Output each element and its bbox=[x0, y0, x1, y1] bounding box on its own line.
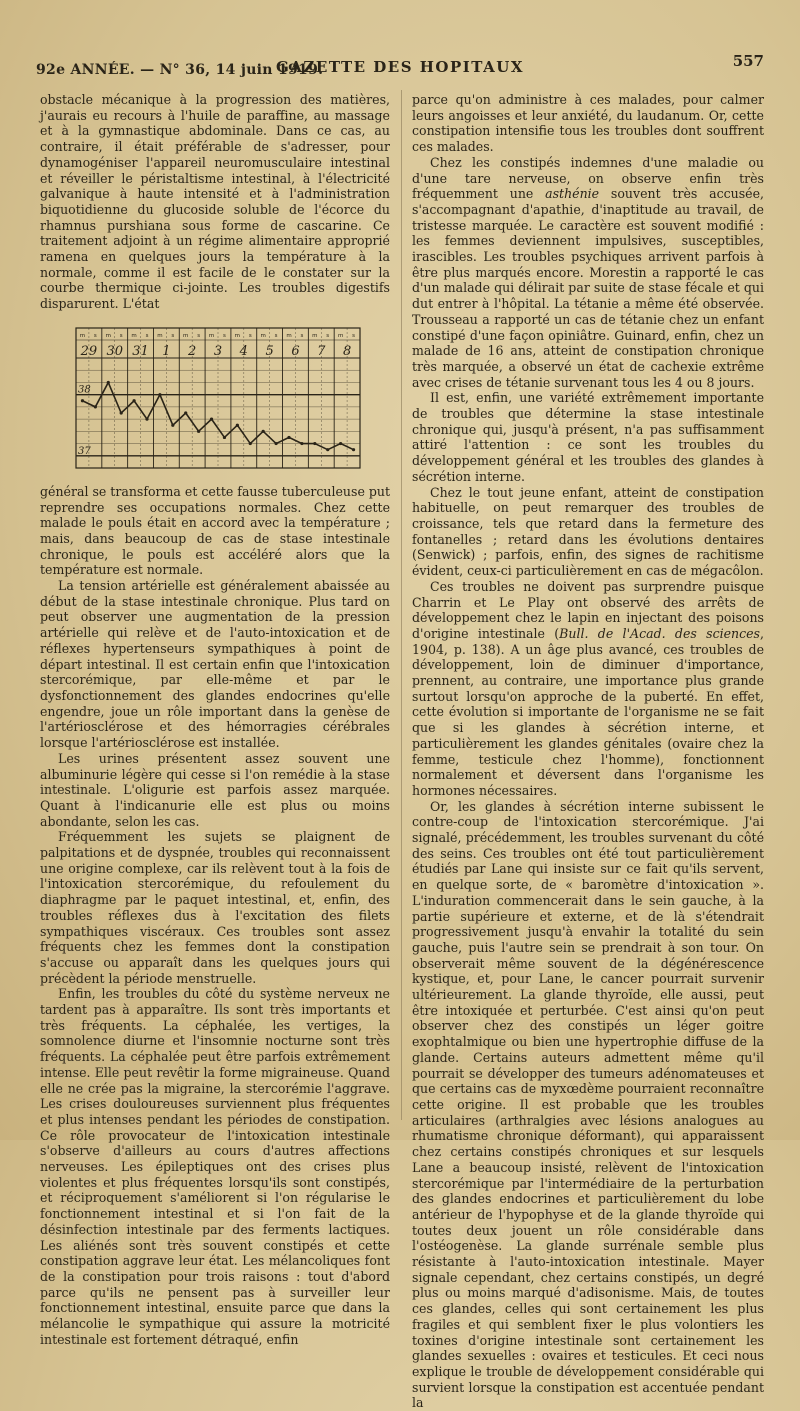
chart-sublabel: m bbox=[286, 332, 292, 339]
temperature-chart-svg bbox=[64, 324, 364, 472]
temperature-chart bbox=[64, 324, 364, 472]
chart-sublabel: m bbox=[157, 332, 163, 339]
chart-day-label: 5 bbox=[265, 343, 274, 359]
chart-sublabel: s bbox=[326, 332, 330, 339]
chart-point bbox=[132, 399, 135, 402]
paragraph: Chez le tout jeune enfant, atteint de constipation habituelle, on peut remarquer des troubles de croissance, tels que retard dans la fermeture des fontanelles ; retard dans les évolutions dentaires (Senwick) ; parfois, enfin, des signes de rachitisme évident, ceux-ci particulièrement en cas de mégacôlon. bbox=[412, 484, 764, 579]
chart-sublabel: m bbox=[234, 332, 241, 339]
chart-sublabel: m bbox=[131, 332, 137, 339]
chart-sublabel: s bbox=[93, 332, 97, 339]
chart-sublabel: m bbox=[260, 332, 266, 339]
page-header bbox=[36, 52, 764, 82]
chart-sublabel: s bbox=[300, 332, 304, 339]
chart-sublabel: s bbox=[197, 332, 201, 339]
chart-sublabel: s bbox=[248, 332, 252, 339]
left-column bbox=[40, 92, 390, 1348]
text-run: , 1904, p. 138). A un âge plus avancé, ces troubles de développement, loin de diminuer d'importance, prennent, au contraire, une importance plus grande surtout lorsqu'on approche de la puberté. En effet, cette évolution si importante de l'organisme ne se fait que si les glandes à sécrétion interne, et particulièrement les glandes génitales (ovaire chez la femme, testicule chez l'homme), fonctionnent normalement et déversent dans l'organisme les hormones nécessaires. bbox=[412, 625, 764, 798]
paragraph: général se transforma et cette fausse tuberculeuse put reprendre ses occupations normales. Chez cette malade le pouls était en accord avec la température ; mais, dans beaucoup de cas de stase intestinale chronique, le pouls est accéléré alors que la température est normale. bbox=[40, 483, 391, 578]
chart-point bbox=[81, 399, 84, 402]
chart-sublabel: m bbox=[183, 332, 189, 339]
paragraph: parce qu'on administre à ces malades, pour calmer leurs angoisses et leur anxiété, du laudanum. Or, cette constipation intensifie tous les troubles dont souffrent ces malades. bbox=[412, 92, 764, 155]
chart-day-label: 1 bbox=[162, 343, 171, 359]
chart-sublabel: s bbox=[171, 332, 175, 339]
chart-day-label: 3 bbox=[213, 343, 223, 359]
chart-sublabel: s bbox=[223, 332, 226, 339]
chart-point bbox=[158, 393, 161, 396]
chart-sublabel: m bbox=[337, 332, 344, 339]
chart-y-tick-label: 38 bbox=[78, 384, 91, 396]
chart-point bbox=[145, 417, 148, 420]
paragraph: Or, les glandes à sécrétion interne subissent le contre-coup de l'intoxication stercorémique. J'ai signalé, précédemment, les troubles survenant du côté des seins. Ces troubles ont été tout particulièrement étudiés par Lane qui insiste sur ce fait qu'ils servent, en quelque sorte, de « baromètre d'intoxication ». L'induration commencerait dans le sein gauche, à la partie supérieure et externe, et de là s'étendrait progressivement jusqu'à envahir la totalité du sein gauche, puis l'autre sein se prendrait à son tour. On observerait même souvent de la dégénérescence kystique, et, pour Lane, le cancer pourrait survenir ultérieurement. La glande thyroïde, elle aussi, peut être intoxiquée et perturbée. C'est ainsi qu'on peut observer chez des constipés un léger goitre exophtalmique ou bien une hypertrophie diffuse de la glande. Certains auteurs admettent même qu'il pourrait se développer des tumeurs adénomateuses et que certains cas de myxœdème pourraient reconnaître cette origine. Il est probable que les troubles articulaires (arthralgies avec lésions analogues au rhumatisme chronique déformant), qui apparaissent chez certains constipés chroniques et sur lesquels Lane a beaucoup insisté, relèvent de l'intoxication stercorémique par l'intermédiaire de la perturbation des glandes endocrines et particulièrement du lobe antérieur de l'hypophyse et de la glande thyroïde qui toutes deux jouent un rôle considérable dans l'ostéogenèse. La glande surrénale semble plus résistante à l'auto-intoxication intestinale. Mayer signale cependant, chez certains constipés, un degré plus ou moins marqué d'adisonisme. Mais, de toutes ces glandes, celles qui sont certainement les plus fragiles et qui semblent fixer le plus volontiers les toxines d'origine intestinale sont certainement les glandes sexuelles : ovaires et testicules. Et ceci nous explique le trouble de développement considérable qui survient lorsque la constipation est accentuée pendant la bbox=[412, 798, 764, 1411]
text-run: souvent très accusée, s'accompagnant d'apathie, d'inaptitude au travail, de tristesse marquée. Le caractère est souvent modifié : les femmes deviennent impulsives, susceptibles, irascibles. Les troubles psychiques arrivent parfois à être plus marqués encore. Morestin a rapporté le cas d'un malade qui délirait par suite de stase fécale et qui dut entrer à l'hôpital. La tétanie a même été observée. Trousseau a rapporté un cas de tétanie chez un enfant constipé d'une façon opiniâtre. Guinard, enfin, chez un malade de 16 ans, atteint de constipation chronique très marquée, a observé un état de cachexie extrême avec crises de tétanie survenant tous les 4 ou 8 jours. bbox=[412, 186, 764, 390]
chart-day-label: 6 bbox=[291, 343, 300, 359]
paragraph bbox=[412, 579, 764, 799]
chart-point bbox=[326, 448, 329, 451]
chart-point bbox=[171, 423, 174, 426]
chart-point bbox=[184, 411, 187, 414]
paragraph: obstacle mécanique à la progression des matières, j'aurais eu recours à l'huile de paraffine, au massage et à la gymnastique abdominale. Dans ce cas, au contraire, il était préférable de s'adresser, pour dynamogéniser l'appareil neuromusculaire intestinal et réveiller le péristaltisme intestinal, à l'électricité galvanique à haute intensité et à l'administration biquotidienne du glucoside soluble de l'écorce du rhamnus purshiana sous forme de cascarine. Ce traitement adjoint à un régime alimentaire approprié ramena en quelques jours la température à la normale, comme il est facile de le constater sur la courbe thermique ci-jointe. Les troubles digestifs disparurent. L'état bbox=[40, 92, 390, 312]
chart-sublabel: m bbox=[208, 332, 215, 339]
chart-day-label: 29 bbox=[80, 343, 98, 359]
text-run: Ces troubles ne doivent pas surprendre puisque Charrin et Le Play ont observé des arrêts de développement chez le lapin en injectant des poisons d'origine intestinale ( bbox=[412, 578, 764, 641]
paragraph: Il est, enfin, une variété extrêmement importante de troubles que détermine la stase intestinale chronique qui, jusqu'à présent, n'a pas suffisamment attiré l'attention : ce sont les troubles du développement général et les troubles des glandes à sécrétion interne. bbox=[412, 390, 764, 484]
chart-point bbox=[262, 430, 265, 433]
chart-sublabel: m bbox=[105, 332, 111, 339]
paragraph: Fréquemment les sujets se plaignent de palpitations et de dyspnée, troubles qui reconnaissent une origine complexe, car ils relèvent tout à la fois de l'intoxication stercorémique, du refoulement du diaphragme par le paquet intestinal, et, enfin, des troubles réflexes dus à l'excitation des filets sympathiques viscéraux. Ces troubles sont assez fréquents chez les femmes dont la constipation s'accuse ou apparaît dans les quelques jours qui précèdent la période menstruelle. bbox=[40, 829, 390, 986]
chart-day-label: 4 bbox=[239, 343, 248, 359]
chart-sublabel: s bbox=[119, 332, 123, 339]
italic-citation: Bull. de l'Acad. des sciences bbox=[559, 625, 760, 641]
issue-info: 92e ANNÉE. — N° 36, 14 juin 1919. bbox=[36, 62, 324, 78]
chart-day-label: 31 bbox=[132, 343, 149, 359]
chart-point bbox=[287, 436, 290, 439]
paragraph: La tension artérielle est généralement abaissée au début de la stase intestinale chronique. Plus tard on peut observer une augmentation de la pression artérielle qui relève et de l'auto-intoxication et de réflexes hypertenseurs sympathiques à point de départ intestinal. Il est certain enfin que l'intoxication stercorémique, par elle-même et par le dysfonctionnement des glandes endocrines qu'elle engendre, joue un rôle important dans la genèse de l'artériosclérose et des hémorragies cérébrales lorsque l'artériosclérose est installée. bbox=[40, 578, 390, 751]
chart-point bbox=[236, 423, 239, 426]
chart-point bbox=[352, 448, 355, 451]
right-column bbox=[412, 92, 764, 1411]
chart-point bbox=[223, 436, 226, 439]
page-number: 557 bbox=[732, 52, 764, 70]
chart-point bbox=[313, 442, 316, 445]
chart-point bbox=[94, 405, 97, 408]
chart-sublabel: s bbox=[274, 332, 278, 339]
chart-sublabel: m bbox=[312, 332, 318, 339]
chart-sublabel: s bbox=[352, 332, 355, 339]
chart-day-label: 2 bbox=[188, 343, 197, 359]
chart-point bbox=[107, 381, 110, 384]
chart-point bbox=[300, 442, 303, 445]
column-divider bbox=[401, 90, 402, 1120]
paragraph: Enfin, les troubles du côté du système nerveux ne tardent pas à apparaître. Ils sont très importants et très fréquents. La céphalée, les vertiges, la somnolence diurne et l'insomnie nocturne sont très fréquents. La céphalée peut être parfois extrêmement intense. Elle peut revêtir la forme migraineuse. Quand elle ne crée pas la migraine, la stercorémie l'aggrave. Les crises douloureuses surviennent plus fréquentes et plus intenses pendant les périodes de constipation. Ce rôle provocateur de l'intoxication intestinale s'observe d'ailleurs au cours d'autres affections nerveuses. Les épileptiques ont des crises plus violentes et plus fréquentes lorsqu'ils sont constipés, et réciproquement s'améliorent si l'on régularise le fonctionnement intestinal et si l'on fait de la désinfection intestinale par des ferments lactiques. Les aliénés sont très souvent constipés et cette constipation aggrave leur état. Les mélancoliques font de la constipation pour trois raisons : tout d'abord parce qu'ils ne pensent pas à surveiller leur fonctionnement intestinal, ensuite parce que dans la mélancolie le sympathique qui assure la motricité intestinale est fortement détraqué, enfin bbox=[40, 986, 390, 1347]
paragraph: Les urines présentent assez souvent une albuminurie légère qui cesse si l'on remédie à la stase intestinale. L'oligurie est parfois assez marquée. Quant à l'indicanurie elle est plus ou moins abondante, selon les cas. bbox=[40, 750, 390, 829]
paragraph bbox=[412, 155, 764, 391]
journal-title: GAZETTE DES HOPITAUX bbox=[275, 58, 524, 76]
chart-point bbox=[339, 442, 342, 445]
chart-day-label: 30 bbox=[106, 343, 124, 359]
chart-sublabel: s bbox=[145, 332, 149, 339]
chart-point bbox=[249, 442, 252, 445]
chart-point bbox=[210, 417, 213, 420]
chart-day-label: 7 bbox=[317, 343, 326, 359]
italic-term: asthénie bbox=[545, 186, 600, 202]
text-run: Chez les constipés indemnes d'une maladie ou d'une tare nerveuse, on observe enfin très fréquemment une bbox=[412, 154, 764, 202]
chart-point bbox=[274, 442, 277, 445]
chart-point bbox=[120, 411, 123, 414]
chart-sublabel: m bbox=[79, 332, 86, 339]
chart-day-label: 8 bbox=[342, 343, 352, 359]
chart-point bbox=[197, 430, 200, 433]
chart-y-tick-label: 37 bbox=[78, 445, 91, 457]
